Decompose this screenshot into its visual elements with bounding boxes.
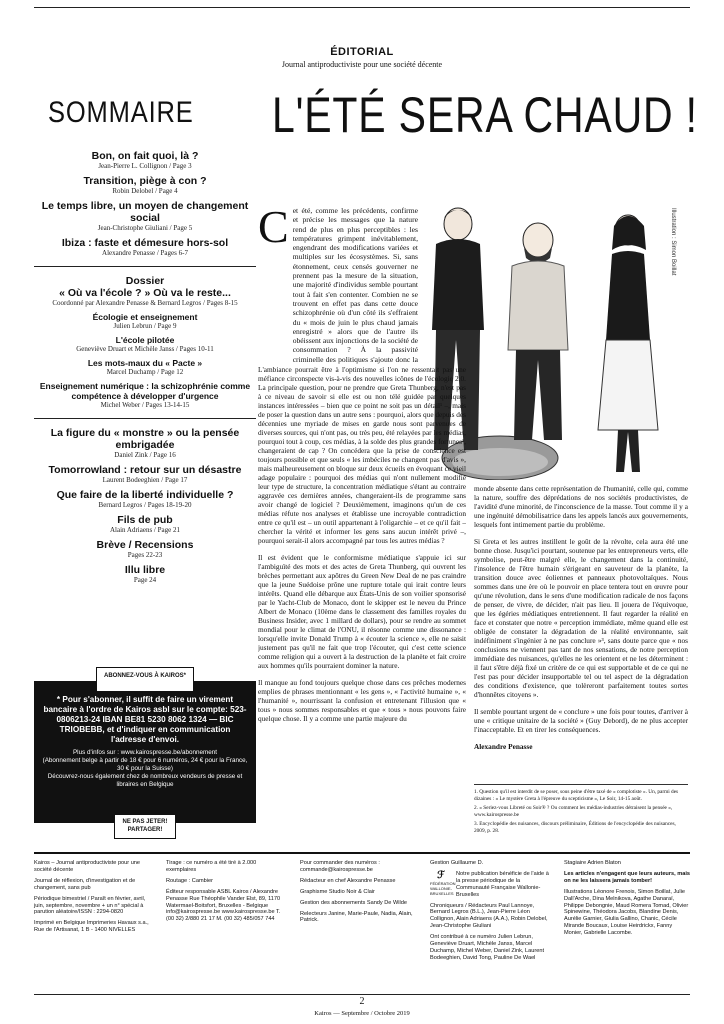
masthead-text: Pour commander des numéros : commande@kairospresse.be — [300, 860, 380, 873]
toc-item[interactable] — [34, 175, 256, 196]
dossier-label: Dossier — [125, 275, 165, 287]
subscribe-instructions: * Pour s'abonner, il suffit de faire un virement bancaire à l'ordre de Kairos asbl sur le compte: 523-0806213-24 IBAN BE81 5230 8062 1324 — BIC TRIOBEBB, et d'indiquer en communication l'adresse d'envoi. — [43, 695, 247, 744]
journal-tagline: Journal antiproductiviste pour une société décente — [281, 60, 443, 69]
toc-item-title: La figure du « monstre » ou la pensée embrigadée — [50, 427, 240, 451]
toc-item-author: Julien Lebrun / Page 9 — [113, 322, 177, 330]
toc-item-title: Tomorrowland : retour sur un désastre — [48, 464, 242, 476]
article-paragraph: Il est évident que le conformisme médiatique s'appuie ici sur l'ambiguïté des mots et des actes de Greta Thunberg, qui ouvrent les brèches permettant aux apôtres du Green New Deal de ne pas craindre que la jeune Suédoise prône une rupture totale qui irait contre leurs intérêts. Quand elle débarque aux États-Unis de son voilier sponsorisé par le Yacht-Club de Monaco, dont le skipper est le neveu du Prince Albert de Monaco (10ème dans le classement des familles royales du Business Insider, avec 1 millard de dollars), pour se rendre au sommet mondial pour le climat de l'ONU, il résonne comme une dissonance : lorsqu'elle invite Donald Trump à « écouter la science », elle ne saisit justement pas qu'il ne fait que trop l'écouter, qui c'est cette science comme religion qui a ouvert à la destruction de la planète et fait croire aux hommes qu'ils pourraient dominer la nature. — [258, 553, 466, 670]
toc-item-author: Alexandre Penasse / Pages 6-7 — [102, 249, 188, 257]
federation-logo-label: FÉDÉRATION WALLONIE-BRUXELLES — [430, 880, 456, 896]
toc-item-author: Page 24 — [133, 576, 157, 584]
toc-item-title: Illu libre — [124, 564, 166, 576]
toc-item-title: Brève / Recensions — [96, 539, 194, 551]
article-signature: Alexandre Penasse — [474, 742, 533, 751]
illustration-credit: Illustration : Simon Boillat — [670, 208, 676, 276]
subscribe-info — [42, 749, 248, 789]
masthead-text: Éditeur responsable ASBL Kairos / Alexandre Penasse Rue Théophile Vander Elst, 89, 1170 Watermael-Boitsfort, Bruxelles - Belgique info@kairospresse.be www.kairospresse.be T. (00 32) 2/880 21 17 M. (00 32) 485/057 744 — [166, 888, 281, 923]
masthead-text: Périodique bimestriel / Paraît en février, avril, juin, septembre, novembre + un n° spécial à parution aléatoire/ISSN : 2294-0820 — [34, 895, 146, 916]
toc-item-author: Jean-Pierre L. Collignon / Page 3 — [98, 162, 192, 170]
toc-item[interactable] — [34, 335, 256, 354]
toc-item-author: Robin Delobel / Page 4 — [112, 187, 178, 195]
masthead-text: Relecteurs Janine, Marie-Paule, Nadia, Alain, Patrick. — [300, 910, 413, 924]
toc-item-title: Bon, on fait quoi, là ? — [91, 150, 199, 162]
federation-logo — [430, 869, 456, 899]
toc-item-title: Transition, piège à con ? — [83, 175, 207, 187]
toc-item-title: Enseignement numérique : la schizophrénie comme compétence à développer d'urgence — [39, 381, 251, 401]
masthead-col-editor — [166, 860, 284, 927]
masthead-col-illustrators — [564, 860, 690, 941]
toc-item-title: Le temps libre, un moyen de changement social — [41, 200, 249, 224]
article-column — [258, 365, 466, 731]
masthead-col-contributors — [430, 860, 554, 966]
bottom-rule — [34, 994, 690, 995]
toc-item-title: Les mots-maux du « Pacte » — [87, 358, 203, 368]
toc-item[interactable] — [34, 489, 256, 510]
federation-logo-mark: ℱ — [437, 869, 445, 881]
masthead-text: Chroniqueurs / Rédacteurs Paul Lannoye, Bernard Legros (B.L.), Jean-Pierre Léon Collignon, Alain Adriaens (A.A.), Robin Delobel, Jean-Christophe Giuliani — [430, 902, 548, 930]
toc-item-author: Laurent Bodeeghien / Page 17 — [102, 476, 188, 484]
toc-divider — [34, 266, 256, 267]
masthead-funding — [430, 871, 554, 899]
article-intro — [258, 201, 418, 364]
toc-item-author: Daniel Zink / Page 16 — [114, 451, 176, 459]
footnote: 1. Question qu'il est interdit de se poser, sous peine d'être taxé de « complotiste ». Un, parmi des dizaines : « Le mystère Greta à l'épreuve du scepticisme », Le Soir, 14-15 août. — [474, 789, 679, 802]
toc-item-title: Que faire de la liberté individuelle ? — [56, 489, 234, 501]
toc-item-author: Michel Weber / Pages 13-14-15 — [100, 401, 190, 409]
subscribe-tab: ABONNEZ-VOUS À KAIROS* — [96, 667, 194, 691]
subscribe-link[interactable]: Plus d'infos sur : www.kairospresse.be/abonnement — [72, 749, 217, 756]
subscribe-prices: (Abonnement belge à partir de 18 € pour 6 numéros, 24 € pour la France, 30 € pour la Suisse) — [42, 757, 248, 772]
subscribe-box — [34, 673, 256, 833]
top-rule — [34, 7, 690, 8]
toc-item-title: L'école pilotée — [115, 335, 175, 345]
toc-item-title: Ibiza : faste et démesure hors-sol — [61, 237, 229, 249]
toc-item[interactable] — [34, 539, 256, 560]
masthead-text: Stagiaire Adrien Blaton — [564, 860, 621, 866]
footnote: 2. « Seriez-vous Libreté ou Soir® ? Ou comment les médias-industries détraisent la pensée », www.kairospresse.be — [474, 805, 673, 818]
dossier-subtitle: « Où va l'école ? » Où va le reste... — [59, 287, 231, 299]
masthead-text: Les articles n'engagent que leurs auteurs, mais on ne les laissera jamais tomber! — [564, 870, 690, 884]
sommaire-title: SOMMAIRE — [48, 96, 194, 129]
masthead — [34, 852, 690, 992]
masthead-text: Kairos – Journal antiproductiviste pour une société décente — [34, 860, 141, 873]
toc-item[interactable] — [34, 237, 256, 258]
masthead-text: Routage : Cambier — [166, 877, 213, 884]
article-paragraph: monde absente dans cette représentation de l'humanité, celle qui, comme la nature, souffre des déprédations de nos sociétés productivistes, de l'avidité d'une minorité, de l'inconscience de la masse. Tout comme il y a une ingénuité démobilisatrice dans les appels lancés aux gouvernements, lesquels font intimement partie du problème. — [474, 484, 688, 529]
masthead-text: Rédacteur en chef Alexandre Penasse — [300, 877, 396, 884]
toc-item[interactable] — [34, 358, 256, 377]
share-badge: NE PAS JETER! PARTAGER! — [114, 815, 176, 839]
toc-divider — [34, 418, 256, 419]
article-paragraph: et été, comme les précédents, confirme et précise les messages que la nature rend de plus en plus perceptibles : les températures grimpent inévitablement, engendrant des modifications variées et multiples sur les écosystèmes. Si, sans étonnement, ceux censés gouverner ne prennent pas la mesure de la situation, une majorité d'individus semble pourtant tout à fait s'en contenter. Combien ne se trouvent en effet pas dans cette douce schizophrénie où d'un côté ils s'effraient du « mois de juin le plus chaud jamais enregistré » alors que de l'autre ils obéissent aux injonctions de la société de consommation ? À la passivité criminelle des politiques s'ajoute donc la — [292, 206, 418, 364]
footnotes — [474, 784, 688, 838]
masthead-text: Graphisme Studio Noir & Clair — [300, 888, 375, 895]
page-footer: Kairos — Septembre / Octobre 2019 — [314, 1010, 410, 1017]
toc-item[interactable] — [34, 464, 256, 485]
toc-item-author: Alain Adriaens / Page 21 — [110, 526, 180, 534]
article-paragraph: Il semble pourtant urgent de « conclure » une fois pour toutes, d'arriver à une « critique unitaire de la société » (Guy Debord), de ne plus accepter l'inacceptable. Et en tirer les conséquences. — [474, 707, 688, 734]
footnote: 3. Encyclopédie des nuisances, discours préliminaire, Éditions de l'encyclopédie des nuisances, 2009, p. 28. — [474, 821, 676, 834]
toc-item[interactable] — [34, 381, 256, 410]
drop-cap: C — [258, 201, 289, 252]
toc-item[interactable] — [34, 564, 256, 585]
toc-item-author: Marcel Duchamp / Page 12 — [106, 368, 184, 376]
masthead-col-journal — [34, 860, 152, 938]
toc-item[interactable] — [34, 200, 256, 233]
toc-item[interactable] — [34, 312, 256, 331]
toc-dossier[interactable] — [34, 275, 256, 308]
section-kicker: ÉDITORIAL — [330, 46, 394, 58]
article-paragraph: Si Greta et les autres instillent le goût de la révolte, cela aura été une bonne chose. Jusqu'ici pourtant, soutenue par les entrepreneurs verts, elle symbolise, peut-être malgré elle, le changement dans la continuité, l'insolence de l'être humain s'érigeant en sauveteur de la planète, la transition douce avec éoliennes et panneaux photovoltaïques. Nous sommes dans une ère où le pouvoir en place tentera tout en œuvre pour qu'une révolution, dans le sens d'une modification radicale de nos façons de penser, de vivre, de décider, n'ait pas lieu. Il jouera de l'équivoque, que les égéries médiatiques entretiennent. Il faut regarder la réalité en face et constater que notre « perception immédiate, même quand elle est obligée de constater la dégradation de la réalité environnante, sait indéfiniment s'ingénier à ne pas conclure »³, sans doute parce que « nos conclusions ne viennent pas tant de nos sensations, de notre perception immédiate des nuisances, qu'elles ne les orientent et ne les déterminent : il faut s'être déjà fixé un critère de ce qui est supportable et de ce qui ne l'est pas pour décider insupportable tel ou tel aspect de la dégradation des conditions d'existence, que tolèreront parfaitement toutes sortes d'honnêtes citoyens ». — [474, 537, 688, 699]
dossier-coord: Coordonné par Alexandre Penasse & Bernard Legros / Pages 8-15 — [52, 299, 238, 307]
masthead-text: Journal de réflexion, d'investigation et de changement, sans pub — [34, 877, 136, 891]
masthead-text: Tirage : ce numéro a été tiré à 2.000 exemplaires — [166, 860, 257, 873]
subscribe-vendors: Découvrez-nous également chez de nombreux vendeurs de presse et libraires en Belgique — [47, 773, 243, 788]
masthead-text: Illustrations Léonore Frenois, Simon Boillat, Julie Dall'Arche, Dina Melnikova, Agathe Danaraï, Philippe Debongnie, Maud Romera Tomad, Olivier Spinewine, Théodora Jacobs, Blandine Denis, Aurélie Garnier, Giulia Gallino, Chanic, Cécile Mirande Boucaux, Louise Heirdrickx, Fanny Monier, Gabrielle Lacombe. — [564, 888, 689, 937]
toc-item[interactable] — [34, 427, 256, 460]
toc-item-author: Jean-Christophe Giuliani / Page 5 — [97, 224, 193, 232]
toc-item-title: Écologie et enseignement — [92, 312, 198, 322]
page-number: 2 — [359, 996, 365, 1007]
sommaire-list — [34, 150, 256, 589]
article-headline: L'ÉTÉ SERA CHAUD ! — [272, 87, 698, 143]
toc-item[interactable] — [34, 514, 256, 535]
toc-item-author: Bernard Legros / Pages 18-19-20 — [98, 501, 192, 509]
toc-item[interactable] — [34, 150, 256, 171]
masthead-text: Imprimé en Belgique Imprimeries Havaux s.a., Rue de l'Artisanat, 1 B - 1400 NIVELLES — [34, 920, 149, 934]
toc-item-title: Fils de pub — [117, 514, 173, 526]
masthead-text: Ont contribué à ce numéro Julien Lebrun, Geneviève Druart, Michèle Janss, Marcel Duchamp, Michel Weber, Daniel Zink, Laurent Bodeeghien, David Tong, Pauline De Wael — [430, 934, 544, 961]
masthead-text: Notre publication bénéficie de l'aide à la presse périodique de la Communauté Française Wallonie-Bruxelles — [456, 870, 549, 898]
masthead-col-orders — [300, 860, 420, 928]
toc-item-author: Geneviève Druart et Michèle Janss / Pages 10-11 — [76, 345, 214, 353]
toc-item-author: Pages 22-23 — [127, 551, 163, 559]
page-header — [0, 0, 724, 82]
masthead-text: Gestion des abonnements Sandy De Wilde — [300, 899, 407, 906]
article-paragraph: L'ambiance pourrait être à l'optimisme si l'on ne ressentait pas une méfiance circonspecte vis-à-vis des nouvelles icônes de l'écologie 2.0. La principale question, pour ne prendre que Greta Thunberg, n'est pas à ce niveau de savoir si elle est ou non télé guidée par quelques instances intéressées – bien que ce point ne soit pas un détail¹ –, mais de poser la question dans un autre sens : pourquoi, alors que depuis des décennies une myriade de mises en garde nous sont parvenues de diverses sources, qui n'ont pas, ou très peu, été relayées par les médias, pourquoi tout à coup, ces médias, à la solde des plus grandes fortunes², changeraient de cap ? On concédera que la prise de conscience est toujours possible et que seuls « les imbéciles ne changent pas d'avis », mais malheureusement on bloque sur deux écueils en évoquant ce vieil adage populaire : pourquoi des médias qui n'ont nullement modifié leur type de structure, la concentration médiatique s'étant au contraire aggravée ces dernières années, changeraient-ils de programme sans avoir changé de logiciel ? Deuxièmement, imaginons qu'un de ces médias réfute nos analyses et établisse une incroyable contradiction entre ce qu'il est – un outil appartenant à l'oligarchie – et ce qu'il fait – chercher la vérité et informer les gens sans aucun intérêt privé –, pourquoi serait-il alors accompagné par tous les autres médias ? — [258, 365, 466, 545]
article-paragraph: Il manque au fond toujours quelque chose dans ces prêches modernes emplies de phrases mentionnant « les gens », « l'activité humaine », « l'humanité », nourrissant la confusion et entretenant l'illusion que « tous » nous sommes responsables et que « tous » nous pouvons faire quelque chose. Il y a comme une partie majeure du — [258, 678, 466, 723]
article-column — [474, 484, 688, 759]
masthead-text: Gestion Guillaume D. — [430, 860, 484, 866]
